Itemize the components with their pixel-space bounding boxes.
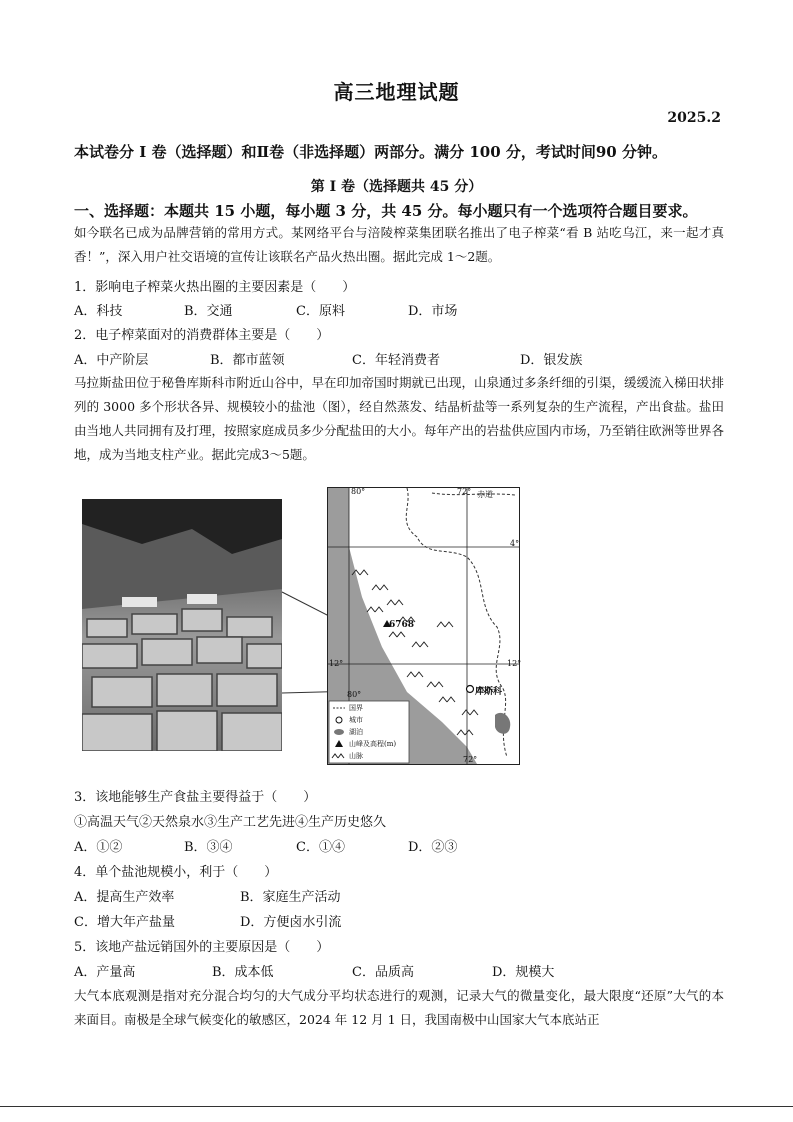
exam-intro: 本试卷分 I 卷（选择题）和Ⅱ卷（非选择题）两部分。满分 100 分，考试时间90 分钟。: [74, 143, 667, 161]
q5-option-d[interactable]: D．规模大: [492, 965, 555, 980]
map-lat-12-right: 12°: [507, 659, 522, 668]
q3-option-c[interactable]: C．①④: [296, 840, 345, 855]
q4-option-b[interactable]: B．家庭生产活动: [240, 890, 341, 905]
part-heading: 一、选择题：本题共 15 小题，每小题 3 分，共 45 分。每小题只有一个选项符合题目要求。: [74, 202, 698, 220]
q3-option-a[interactable]: A．①②: [74, 840, 123, 855]
q5-option-a[interactable]: A．产量高: [74, 965, 136, 980]
map-lon-72-top: 72°: [457, 487, 472, 496]
q1-option-b[interactable]: B．交通: [184, 304, 233, 319]
legend-city: 城市: [349, 716, 363, 724]
section-title: 第 I 卷（选择题共 45 分）: [310, 179, 483, 195]
legend-lake: 湖泊: [349, 728, 363, 736]
page-title: 高三地理试题: [333, 80, 460, 104]
exam-date: 2025.2: [667, 110, 721, 126]
q2-option-d[interactable]: D．银发族: [520, 353, 583, 368]
passage-2: 马拉斯盐田位于秘鲁库斯科市附近山谷中，早在印加帝国时期就已出现，山泉通过多条纤细的引渠，缓缓流入梯田状排列的 3000 多个形状各异、规模较小的盐池（图），经自然蒸发、结晶析盐等一系列复杂的生产流程，产出食盐。盐田由当地人共同拥有及打理，按照家庭成员多少分配盐田的大小。每年产出的岩盐供应国内市场，乃至销往欧洲等世界各地，成为当地支柱产业。据此完成3～5题。: [74, 375, 725, 462]
q2-option-c[interactable]: C．年轻消费者: [352, 353, 440, 368]
q5-stem: 5．该地产盐远销国外的主要原因是（ ）: [74, 940, 330, 955]
map-lat-12-left: 12°: [329, 659, 344, 668]
q1-option-a[interactable]: A．科技: [74, 304, 123, 319]
q1-stem: 1．影响电子榨菜火热出圈的主要因素是（ ）: [74, 280, 356, 295]
q3-items: ①高温天气②天然泉水③生产工艺先进④生产历史悠久: [74, 815, 387, 830]
q3-option-d[interactable]: D．②③: [408, 840, 458, 855]
passage-3: 大气本底观测是指对充分混合均匀的大气成分平均状态进行的观测，记录大气的微量变化，最大限度“还原”大气的本来面目。南极是全球气候变化的敏感区，2024 年 12 月 1 日，我国南极中山国家大气本底站正: [74, 988, 724, 1027]
q1-option-d[interactable]: D．市场: [408, 304, 458, 319]
peru-map: [327, 487, 520, 765]
legend-border: 国界: [349, 704, 363, 712]
map-lon-80-top: 80°: [351, 487, 366, 496]
map-lon-72-bottom: 72°: [463, 755, 478, 764]
map-lon-80-bottom: 80°: [347, 690, 362, 699]
q2-option-b[interactable]: B．都市蓝领: [210, 353, 285, 368]
passage-1: 如今联名已成为品牌营销的常用方式。某网络平台与涪陵榨菜集团联名推出了电子榨菜“看 B 站吃乌江，来一起才真香！”，深入用户社交语境的宣传让该联名产品火热出圈。据此完成 1～2题。: [74, 225, 724, 264]
q4-option-a[interactable]: A．提高生产效率: [74, 890, 175, 905]
q2-stem: 2．电子榨菜面对的消费群体主要是（ ）: [74, 328, 330, 343]
q4-option-c[interactable]: C．增大年产盐量: [74, 915, 175, 930]
q3-stem: 3．该地能够生产食盐主要得益于（ ）: [74, 790, 317, 805]
map-lat-4: 4°: [510, 539, 520, 548]
page-bottom-divider: [0, 1106, 793, 1107]
q2-option-a[interactable]: A．中产阶层: [74, 353, 149, 368]
map-equator-label: 赤道: [477, 490, 493, 499]
q5-option-c[interactable]: C．品质高: [352, 965, 414, 980]
q1-option-c[interactable]: C．原料: [296, 304, 345, 319]
q5-option-b[interactable]: B．成本低: [212, 965, 274, 980]
q3-option-b[interactable]: B．③④: [184, 840, 233, 855]
legend-peak: 山峰及高程(m): [349, 740, 397, 748]
map-city-cusco: 库斯科: [475, 687, 503, 697]
q4-option-d[interactable]: D．方便卤水引流: [240, 915, 342, 930]
legend-mountain: 山脉: [349, 752, 363, 760]
q4-stem: 4．单个盐池规模小，利于（ ）: [74, 865, 278, 880]
map-peak-elevation: 6768: [389, 620, 415, 630]
